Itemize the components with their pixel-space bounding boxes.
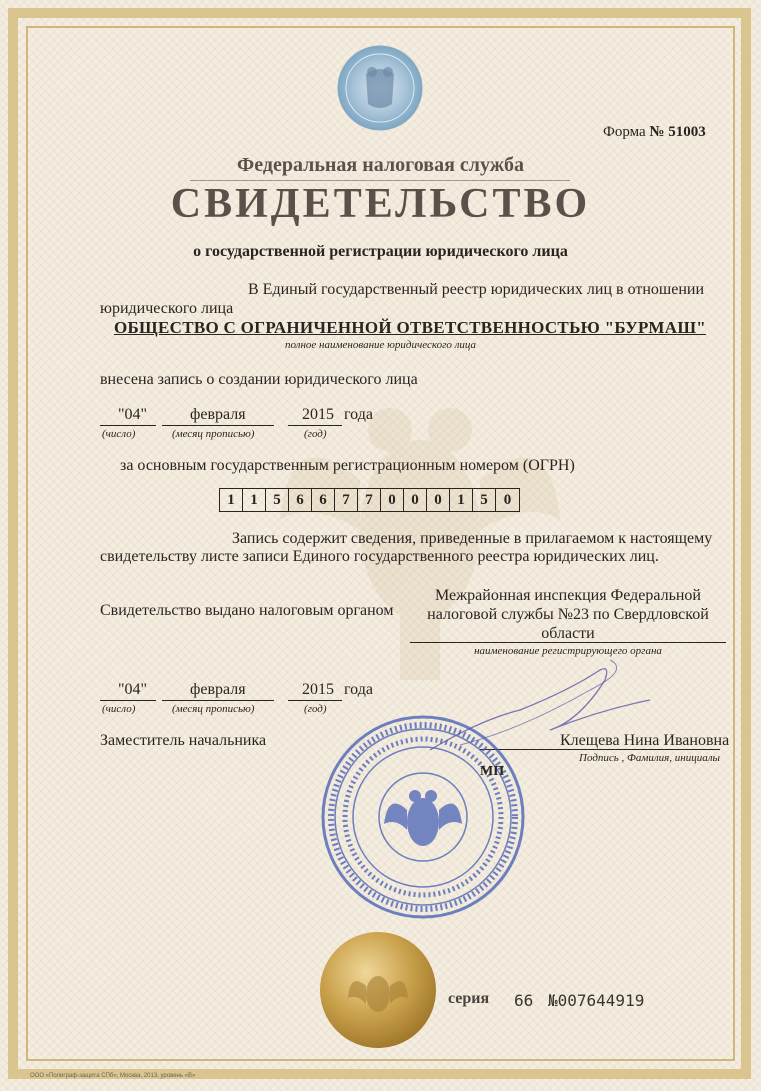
- gold-seal-icon: [318, 930, 438, 1050]
- issue-month-caption: (месяц прописью): [172, 703, 255, 715]
- entry-year-caption: (год): [304, 428, 327, 440]
- issue-year-line: [288, 700, 342, 701]
- issue-day: "04": [118, 681, 148, 698]
- entry-day-line: [100, 425, 156, 426]
- seal-place-label: МП: [480, 764, 505, 779]
- certificate-title: СВИДЕТЕЛЬСТВО: [170, 181, 591, 227]
- entry-day: "04": [118, 406, 148, 423]
- ogrn-digit: 1: [243, 489, 266, 511]
- ogrn-digit: 5: [473, 489, 496, 511]
- issue-month-line: [162, 700, 274, 701]
- ogrn-digit: 7: [335, 489, 358, 511]
- ogrn-digit: 1: [450, 489, 473, 511]
- record-line-2: свидетельству листе записи Единого государственного реестра юридических лиц.: [100, 548, 659, 565]
- form-number-value: № 51003: [649, 124, 706, 140]
- organization-name-caption: полное наименование юридического лица: [284, 339, 477, 351]
- issued-by-label: Свидетельство выдано налоговым органом: [100, 602, 394, 619]
- issue-month: февраля: [190, 681, 246, 698]
- entry-month: февраля: [190, 406, 246, 423]
- ogrn-label: за основным государственным регистрационным номером (ОГРН): [120, 457, 575, 474]
- entry-year: 2015: [302, 406, 334, 423]
- ogrn-digit: 0: [381, 489, 404, 511]
- signer-name: Клещева Нина Ивановна: [560, 732, 730, 749]
- issue-day-line: [100, 700, 156, 701]
- ogrn-digit: 7: [358, 489, 381, 511]
- entry-month-caption: (месяц прописью): [172, 428, 255, 440]
- authority-line-1: Межрайонная инспекция Федеральной: [435, 587, 701, 604]
- series-label: серия: [448, 990, 490, 1007]
- ogrn-number-box: [219, 488, 520, 512]
- ogrn-digit: 0: [427, 489, 450, 511]
- entry-text: внесена запись о создании юридического лица: [100, 371, 418, 388]
- entry-month-line: [162, 425, 274, 426]
- ogrn-digit: 6: [289, 489, 312, 511]
- ogrn-digit: 0: [404, 489, 427, 511]
- intro-line-1: В Единый государственный реестр юридических лиц в отношении: [248, 281, 705, 298]
- ogrn-digit: 6: [312, 489, 335, 511]
- authority-line: [410, 642, 726, 643]
- entry-year-suffix: года: [344, 406, 373, 423]
- issue-day-caption: (число): [102, 703, 136, 715]
- entry-year-line: [288, 425, 342, 426]
- certificate-subtitle: о государственной регистрации юридического лица: [193, 243, 568, 260]
- issue-year-suffix: года: [344, 681, 373, 698]
- certificate-number: №007644919: [548, 991, 645, 1010]
- agency-name: Федеральная налоговая служба: [237, 154, 524, 176]
- ogrn-digit: 1: [220, 489, 243, 511]
- intro-line-2: юридического лица: [100, 300, 234, 317]
- series-value: 66: [514, 991, 534, 1010]
- authority-caption: наименование регистрирующего органа: [474, 645, 662, 657]
- issue-year-caption: (год): [304, 703, 327, 715]
- signer-position: Заместитель начальника: [100, 732, 267, 749]
- entry-day-caption: (число): [102, 428, 136, 440]
- authority-line-2: налоговой службы №23 по Свердловской: [427, 606, 709, 623]
- hologram-emblem-icon: [336, 44, 424, 132]
- printer-footer: ООО «Полиграф-защита СПб», Москва, 2013, уровень «В»: [30, 1073, 196, 1079]
- organization-name: ОБЩЕСТВО С ОГРАНИЧЕННОЙ ОТВЕТСТВЕННОСТЬЮ "БУРМАШ": [113, 318, 707, 337]
- handwritten-signature-icon: [400, 650, 700, 770]
- form-prefix: Форма: [603, 124, 646, 140]
- record-line-1: Запись содержит сведения, приведенные в прилагаемом к настоящему: [232, 530, 713, 547]
- form-number: [603, 124, 706, 141]
- authority-name: [410, 586, 726, 643]
- authority-line-3: области: [541, 625, 595, 642]
- ogrn-digit: 0: [503, 492, 512, 508]
- signer-caption: Подпись , Фамилия, инициалы: [579, 752, 720, 764]
- ogrn-digit: 5: [266, 489, 289, 511]
- issue-year: 2015: [302, 681, 334, 698]
